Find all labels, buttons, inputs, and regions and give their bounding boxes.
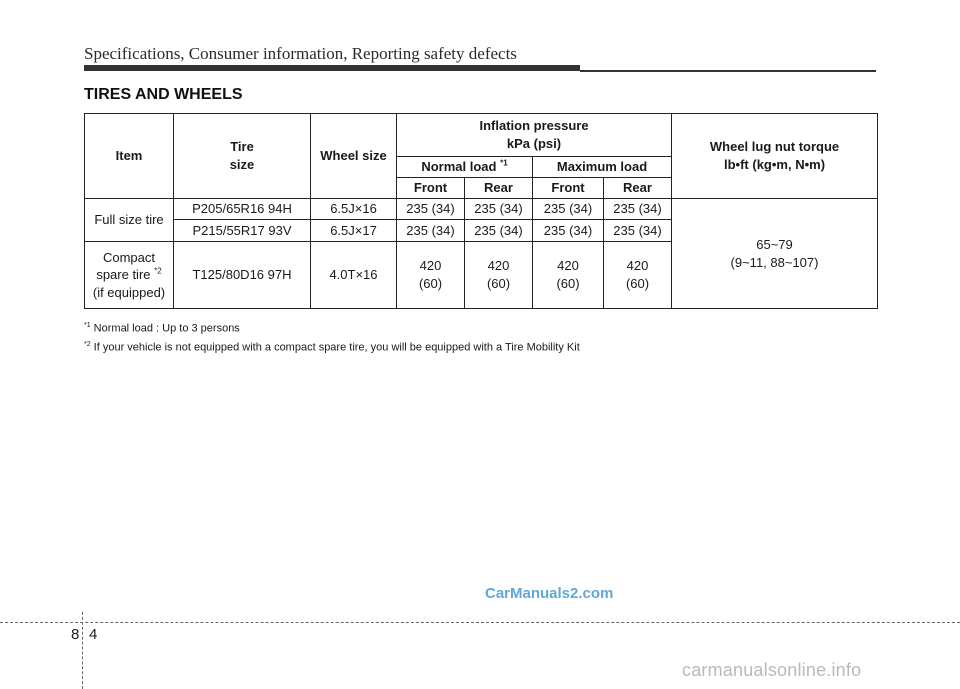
tires-wheels-table: [84, 113, 878, 309]
cell-normal-rear: 235 (34): [465, 199, 533, 220]
value-kpa: 420: [419, 258, 442, 274]
value-kpa: 420: [626, 258, 649, 274]
cell-max-front: 235 (34): [533, 199, 604, 220]
site-watermark[interactable]: CarManuals2.com: [485, 585, 614, 602]
footnote-1-mark: *1: [84, 322, 91, 329]
cell-wheel: 6.5J×17: [311, 220, 397, 242]
section-number: 8: [71, 626, 80, 643]
header-torque-line2: lb•ft (kg•m, N•m): [723, 157, 826, 172]
cell-item-compact-spare: [85, 242, 174, 309]
value-psi: (60): [625, 276, 650, 291]
header-inflation-line2: kPa (psi): [506, 136, 562, 151]
header-torque-line1: Wheel lug nut torque: [709, 139, 840, 155]
footnote-1: [84, 322, 240, 335]
header-item: Item: [85, 114, 174, 199]
header-max-front: Front: [533, 178, 604, 199]
value-kpa: 420: [557, 258, 579, 274]
footnote-mark-1: *1: [500, 158, 508, 168]
cell-normal-rear: 235 (34): [465, 220, 533, 242]
header-inflation-line1: Inflation pressure: [479, 118, 589, 134]
compact-line3: (if equipped): [92, 284, 166, 300]
footnote-2-text: If your vehicle is not equipped with a compact spare tire, you will be equipped with a Tire Mobility Kit: [90, 341, 580, 354]
header-tire-line1: Tire: [230, 139, 254, 155]
header-normal-front: Front: [397, 178, 465, 199]
header-tire-size: [174, 114, 311, 199]
header-tire-line2: size: [229, 157, 255, 172]
compact-line2-text: spare tire: [96, 267, 155, 283]
header-normal-load: [397, 157, 533, 178]
cell-tire: P205/65R16 94H: [174, 199, 311, 220]
compact-line1: Compact: [102, 249, 156, 265]
bottom-watermark: carmanualsonline.info: [682, 660, 862, 680]
torque-value-1: 65~79: [756, 236, 793, 252]
table-row: [85, 199, 878, 220]
page-number: 4: [89, 626, 98, 643]
footnote-2: [84, 341, 580, 354]
page-header-title: Specifications, Consumer information, Reporting safety defects: [84, 44, 517, 63]
cell-item-full-size: Full size tire: [85, 199, 174, 242]
section-title: TIRES AND WHEELS: [84, 86, 243, 103]
footnote-mark-2: *2: [154, 266, 162, 276]
cell-tire: T125/80D16 97H: [174, 242, 311, 309]
footnote-2-mark: *2: [84, 341, 91, 348]
cell-normal-rear: [465, 242, 533, 309]
footer-vertical-divider: [82, 612, 83, 689]
cell-normal-front: [397, 242, 465, 309]
value-psi: (60): [486, 276, 511, 291]
cell-max-front: 235 (34): [533, 220, 604, 242]
header-rule: [580, 70, 876, 72]
cell-torque: [672, 199, 878, 309]
value-psi: (60): [556, 276, 580, 291]
cell-normal-front: 235 (34): [397, 220, 465, 242]
header-lug-nut-torque: [672, 114, 878, 199]
cell-tire: P215/55R17 93V: [174, 220, 311, 242]
header-max-rear: Rear: [604, 178, 672, 199]
header-maximum-load: Maximum load: [533, 157, 672, 178]
header-normal-load-label: Normal load: [421, 159, 501, 175]
footnote-1-text: Normal load : Up to 3 persons: [90, 322, 240, 335]
cell-max-rear: [604, 242, 672, 309]
value-psi: (60): [418, 276, 443, 291]
header-inflation-pressure: [397, 114, 672, 157]
cell-wheel: 6.5J×16: [311, 199, 397, 220]
header-bar: [84, 65, 580, 71]
value-kpa: 420: [487, 258, 510, 274]
header-normal-rear: Rear: [465, 178, 533, 199]
header-wheel-size: Wheel size: [311, 114, 397, 199]
footer-divider: [0, 622, 960, 623]
compact-line2: [85, 266, 173, 284]
cell-wheel: 4.0T×16: [311, 242, 397, 309]
cell-normal-front: 235 (34): [397, 199, 465, 220]
torque-value-2: (9~11, 88~107): [730, 254, 819, 270]
cell-max-rear: 235 (34): [604, 220, 672, 242]
cell-max-front: [533, 242, 604, 309]
cell-max-rear: 235 (34): [604, 199, 672, 220]
